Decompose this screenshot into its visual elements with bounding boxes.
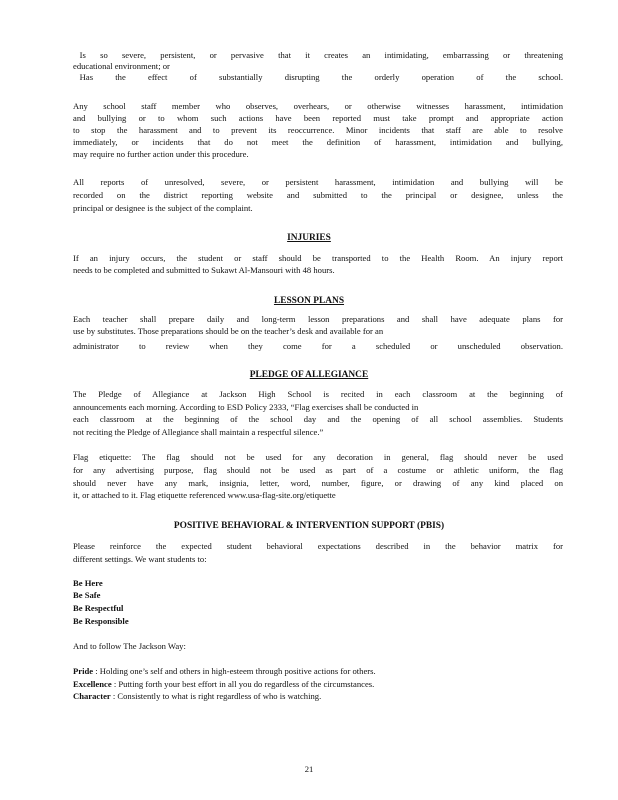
text-line: recorded on the district reporting website and submitted to the principal or designee, unless the (73, 190, 563, 200)
way-text: : Holding one’s self and others in high-esteem through positive actions for others. (95, 666, 376, 676)
text-line: educational environment; or (73, 61, 170, 71)
text-line: Each teacher shall prepare daily and long-term lesson preparations and shall have adequate plans for (73, 314, 563, 324)
text-line: not reciting the Pledge of Allegiance shall maintain a respectful silence.” (73, 427, 324, 437)
be-item: Be Respectful (73, 603, 124, 613)
text-line: may require no further action under this procedure. (73, 149, 249, 159)
section-heading: INJURIES (287, 233, 331, 243)
text-line: announcements each morning. According to ESD Policy 2333, “Flag exercises shall be conducted in (73, 402, 419, 412)
way-term: Pride (73, 666, 94, 676)
text-line: immediately, or incidents that do not meet the definition of harassment, intimidation and bullying, (73, 137, 563, 147)
text-line: different settings. We want students to: (73, 554, 207, 564)
jackson-way-item (73, 691, 563, 702)
text-line: needs to be completed and submitted to Sukawt Al-Mansouri with 48 hours. (73, 265, 335, 275)
way-text: : Consistently to what is right regardless of who is watching. (112, 691, 322, 701)
text-line: principal or designee is the subject of the complaint. (73, 203, 253, 213)
be-item: Be Responsible (73, 616, 129, 626)
section-heading: LESSON PLANS (273, 296, 345, 306)
text-line: administrator to review when they come for a scheduled or unscheduled observation. (73, 341, 563, 351)
text-line: Any school staff member who observes, overhears, or otherwise witnesses harassment, intimidation (73, 101, 563, 111)
way-term: Character (73, 691, 111, 701)
jackson-way-item (73, 666, 563, 677)
text-line: each classroom at the beginning of the school day and the opening of all school assemblies. Students (73, 414, 563, 424)
text-line: use by substitutes. Those preparations should be on the teacher’s desk and available for an (73, 326, 384, 336)
text-line: And to follow The Jackson Way: (73, 641, 186, 651)
text-line: All reports of unresolved, severe, or persistent harassment, intimidation and bullying will be (73, 177, 563, 187)
page-number: 21 (304, 764, 314, 774)
way-term: Excellence (73, 679, 112, 689)
text-line:  Has the effect of substantially disrupting the orderly operation of the school. (73, 72, 563, 82)
text-line: for any advertising purpose, flag should not be used as part of a costume or athletic uniform, the flag (73, 465, 563, 475)
text-line: and bullying or to whom such actions have been reported must take prompt and appropriate action (73, 113, 563, 123)
text-line: should never have any mark, insignia, letter, word, number, figure, or drawing of any kind placed on (73, 478, 563, 488)
section-heading: POSITIVE BEHAVIORAL & INTERVENTION SUPPORT (PBIS) (173, 521, 445, 531)
be-item: Be Safe (73, 590, 101, 600)
text-line: Please reinforce the expected student behavioral expectations described in the behavior matrix for (73, 541, 563, 551)
jackson-way-item (73, 679, 563, 690)
section-heading: PLEDGE OF ALLEGIANCE (249, 370, 369, 380)
text-line: it, or attached to it. Flag etiquette referenced www.usa-flag-site.org/etiquette (73, 490, 336, 500)
text-line: The Pledge of Allegiance at Jackson High School is recited in each classroom at the beginning of (73, 389, 563, 399)
text-line: to stop the harassment and to prevent its reoccurrence. Minor incidents that staff are able to resolve (73, 125, 563, 135)
text-line: Flag etiquette: The flag should not be used for any decoration in general, flag should never be used (73, 452, 563, 462)
text-line: If an injury occurs, the student or staff should be transported to the Health Room. An injury report (73, 253, 563, 263)
text-line:  Is so severe, persistent, or pervasive that it creates an intimidating, embarrassing or threatening (73, 50, 563, 60)
way-text: : Putting forth your best effort in all you do regardless of the circumstances. (113, 679, 375, 689)
be-item: Be Here (73, 578, 103, 588)
